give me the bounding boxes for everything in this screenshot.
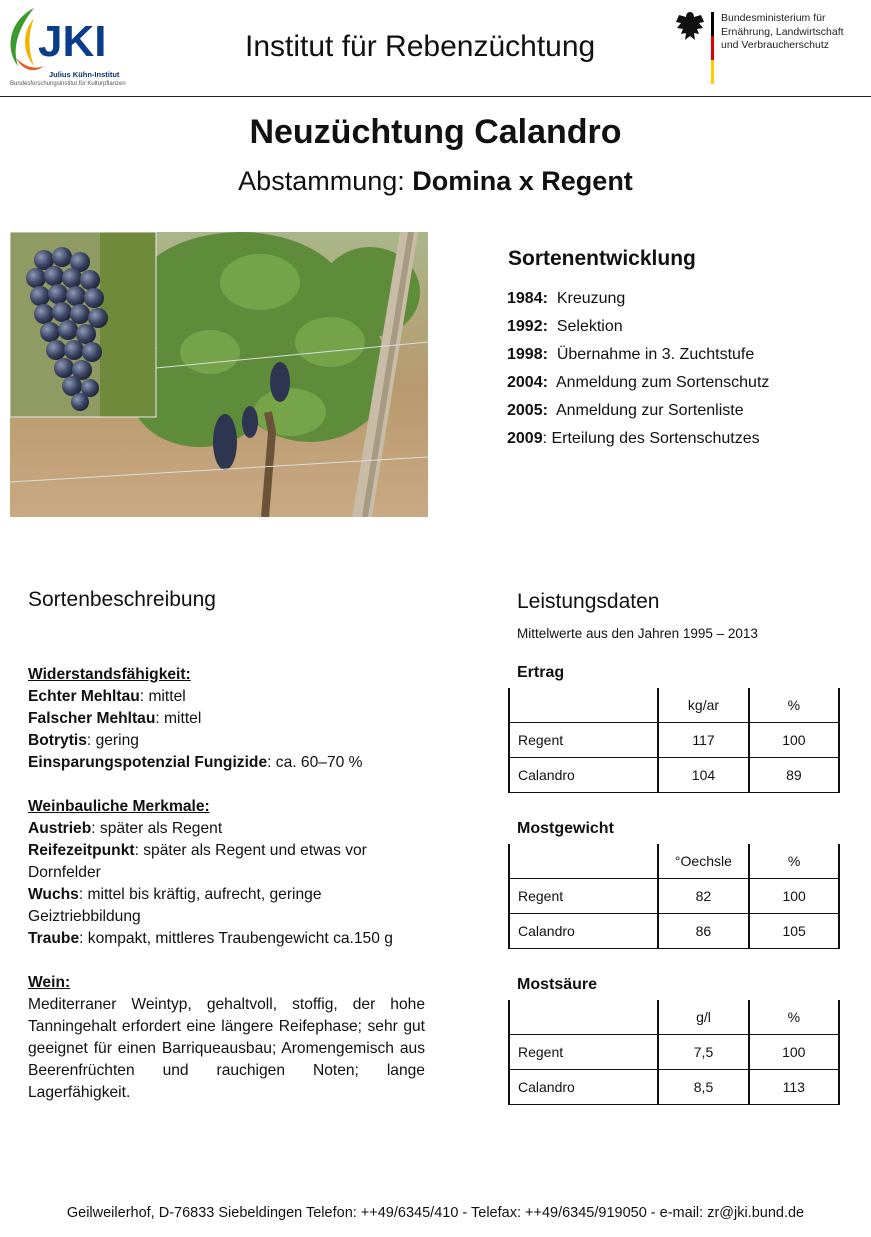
table-cell-name: Regent bbox=[509, 879, 658, 914]
jki-logo-subtitle: Bundesforschungsinstitut für Kulturpflanzen bbox=[10, 81, 126, 87]
federal-eagle-icon bbox=[674, 10, 706, 44]
development-heading: Sortenentwicklung bbox=[508, 247, 696, 270]
table-cell-name: Calandro bbox=[509, 1070, 658, 1105]
resistance-line: Einsparungspotenzial Fungizide: ca. 60–70 % bbox=[28, 754, 363, 771]
description-heading: Sortenbeschreibung bbox=[28, 588, 216, 611]
development-item: 1998: Übernahme in 3. Zuchtstufe bbox=[507, 346, 755, 363]
jki-logo-name: Julius Kühn-Institut bbox=[49, 70, 120, 79]
table-row bbox=[509, 723, 839, 758]
table-cell-name: Regent bbox=[509, 723, 658, 758]
resistance-line: Echter Mehltau: mittel bbox=[28, 688, 186, 705]
must-acid-table bbox=[508, 1000, 840, 1105]
vineyard-photo bbox=[10, 232, 428, 517]
table-header-unit: °Oechsle bbox=[658, 844, 750, 879]
document-title: Neuzüchtung Calandro bbox=[249, 113, 622, 151]
development-item: 1984: Kreuzung bbox=[507, 290, 626, 307]
table-row bbox=[509, 1035, 839, 1070]
wine-section bbox=[28, 972, 425, 1104]
table-header-pct: % bbox=[749, 688, 839, 723]
table-cell-pct: 113 bbox=[749, 1070, 839, 1105]
lineage-label: Abstammung: bbox=[238, 166, 405, 196]
performance-note: Mittelwerte aus den Jahren 1995 – 2013 bbox=[517, 626, 758, 641]
development-list bbox=[507, 288, 769, 456]
table-header-cell bbox=[509, 844, 658, 879]
wine-text: Mediterraner Weintyp, gehaltvoll, stoffig, der hohe Tanningehalt erfordert eine längere Reifephase; sehr gut geeignet für einen Barriqueausbau; Aromengemisch aus Beerenfrüchten und rauchigen Noten; lange Lagerfähigkeit. bbox=[28, 996, 425, 1101]
variety-description bbox=[28, 664, 425, 1126]
must-weight-table bbox=[508, 844, 840, 949]
viticulture-line: Traube: kompakt, mittleres Traubengewicht ca.150 g bbox=[28, 930, 393, 947]
table-header-pct: % bbox=[749, 844, 839, 879]
svg-text:JKI: JKI bbox=[38, 17, 107, 66]
table-cell-pct: 100 bbox=[749, 879, 839, 914]
table-header-cell bbox=[509, 688, 658, 723]
lineage bbox=[0, 166, 871, 197]
development-item: 2005: Anmeldung zur Sortenliste bbox=[507, 402, 744, 419]
table-row bbox=[509, 758, 839, 793]
table-header-row bbox=[509, 1000, 839, 1035]
viticulture-title: Weinbauliche Merkmale: bbox=[28, 798, 210, 815]
table-row bbox=[509, 879, 839, 914]
table-header-unit: g/l bbox=[658, 1000, 748, 1035]
performance-heading: Leistungsdaten bbox=[517, 590, 660, 613]
table-cell-pct: 100 bbox=[749, 723, 839, 758]
table-cell-pct: 89 bbox=[749, 758, 839, 793]
table-row bbox=[509, 1070, 839, 1105]
yield-table bbox=[508, 688, 840, 793]
table-cell-name: Calandro bbox=[509, 758, 658, 793]
table-cell-pct: 105 bbox=[749, 914, 839, 949]
footer-contact: Geilweilerhof, D-76833 Siebeldingen Telefon: ++49/6345/410 - Telefax: ++49/6345/919050 - e-mail: zr@jki.bund.de bbox=[66, 1205, 805, 1221]
table-cell-value: 82 bbox=[658, 879, 750, 914]
must-acid-table-title: Mostsäure bbox=[517, 976, 598, 993]
table-header-pct: % bbox=[749, 1000, 839, 1035]
table-cell-pct: 100 bbox=[749, 1035, 839, 1070]
yield-table-title: Ertrag bbox=[517, 664, 565, 681]
viticulture-line: Reifezeitpunkt: später als Regent und etwas vor Dornfelder bbox=[28, 842, 367, 881]
ministry-name: Bundesministerium für Ernährung, Landwirtschaft und Verbraucherschutz bbox=[721, 12, 844, 51]
institute-title: Institut für Rebenzüchtung bbox=[245, 30, 596, 63]
table-header-cell bbox=[509, 1000, 658, 1035]
table-cell-name: Calandro bbox=[509, 914, 658, 949]
resistance-line: Falscher Mehltau: mittel bbox=[28, 710, 202, 727]
table-cell-value: 8,5 bbox=[658, 1070, 748, 1105]
wine-title: Wein: bbox=[28, 974, 71, 991]
resistance-title: Widerstandsfähigkeit: bbox=[28, 666, 191, 683]
viticulture-line: Wuchs: mittel bis kräftig, aufrecht, geringe Geiztriebbildung bbox=[28, 886, 322, 925]
table-row bbox=[509, 914, 839, 949]
table-header-row bbox=[509, 688, 839, 723]
table-cell-value: 86 bbox=[658, 914, 750, 949]
table-cell-value: 7,5 bbox=[658, 1035, 748, 1070]
viticulture-section bbox=[28, 796, 425, 950]
table-header-unit: kg/ar bbox=[658, 688, 749, 723]
development-item: 1992: Selektion bbox=[507, 318, 623, 335]
development-item: 2009: Erteilung des Sortenschutzes bbox=[507, 430, 760, 447]
resistance-section bbox=[28, 664, 425, 774]
table-cell-value: 117 bbox=[658, 723, 749, 758]
table-cell-name: Regent bbox=[509, 1035, 658, 1070]
development-item: 2004: Anmeldung zum Sortenschutz bbox=[507, 374, 770, 391]
table-header-row bbox=[509, 844, 839, 879]
must-weight-table-title: Mostgewicht bbox=[517, 820, 614, 837]
table-cell-value: 104 bbox=[658, 758, 749, 793]
viticulture-line: Austrieb: später als Regent bbox=[28, 820, 223, 837]
resistance-line: Botrytis: gering bbox=[28, 732, 139, 749]
german-flag-stripe bbox=[711, 12, 714, 84]
lineage-value: Domina x Regent bbox=[412, 166, 633, 196]
